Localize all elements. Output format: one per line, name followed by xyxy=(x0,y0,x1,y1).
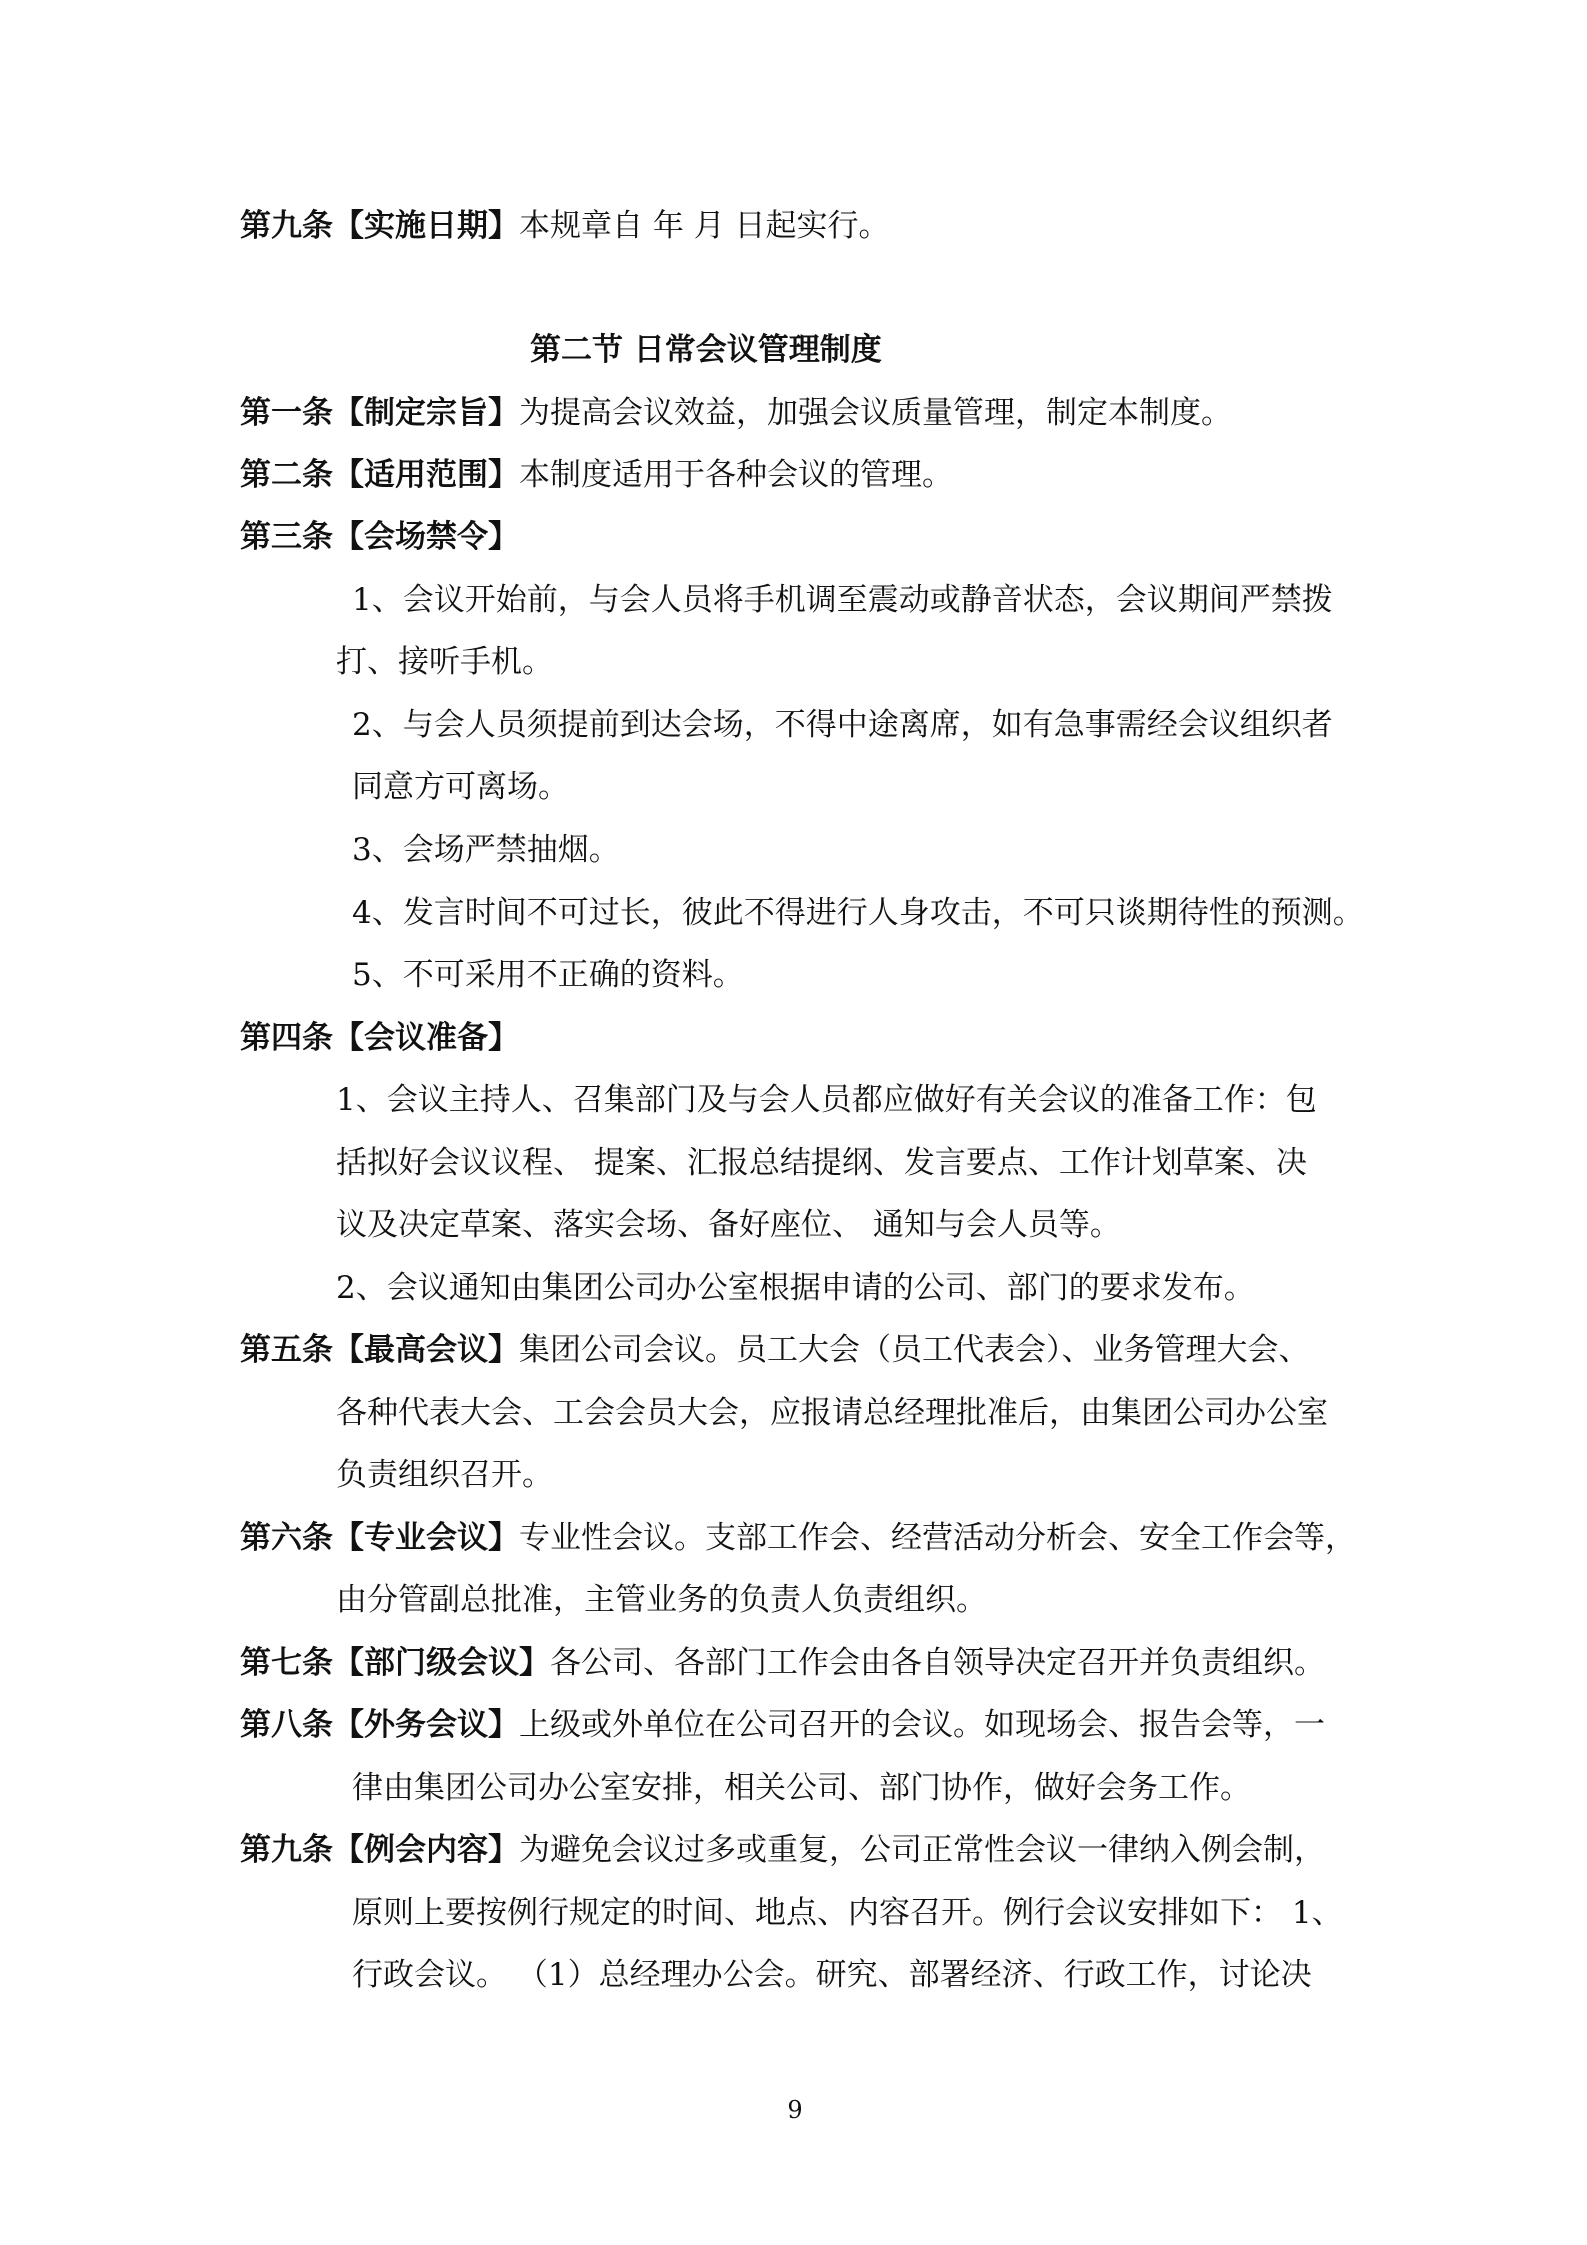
article-text: 各公司、各部门工作会由各自领导决定召开并负责组织。 xyxy=(550,1645,1325,1681)
article-6 xyxy=(240,1518,1356,1558)
article-title: 第二条【适用范围】 xyxy=(240,457,519,493)
article-4-title: 第四条【会议准备】 xyxy=(240,1020,519,1056)
article-8-line: 律由集团公司办公室安排，相关公司、部门协作，做好会务工作。 xyxy=(352,1770,1251,1806)
list-item: 2、会议通知由集团公司办公室根据申请的公司、部门的要求发布。 xyxy=(336,1270,1255,1306)
article-7 xyxy=(240,1643,1325,1683)
article-9-line: 原则上要按例行规定的时间、地点、内容召开。例行会议安排如下： 1、 xyxy=(352,1895,1343,1931)
article-5 xyxy=(240,1330,1310,1370)
article-1 xyxy=(240,393,1232,433)
article-5-line: 负责组织召开。 xyxy=(336,1457,553,1493)
article-text: 集团公司会议。员工大会（员工代表会）、业务管理大会、 xyxy=(519,1332,1310,1368)
list-item: 括拟好会议议程、 提案、汇报总结提纲、发言要点、工作计划草案、决 xyxy=(336,1145,1307,1181)
page-number: 9 xyxy=(787,2096,803,2124)
article-3-title: 第三条【会场禁令】 xyxy=(240,519,519,555)
list-item: 2、与会人员须提前到达会场，不得中途离席，如有急事需经会议组织者 xyxy=(352,707,1333,743)
list-item: 同意方可离场。 xyxy=(352,769,569,805)
article-9-regular-meetings xyxy=(240,1830,1325,1870)
article-text: 专业性会议。支部工作会、经营活动分析会、安全工作会等， xyxy=(519,1520,1356,1556)
article-title: 第七条【部门级会议】 xyxy=(240,1645,550,1681)
article-title: 第八条【外务会议】 xyxy=(240,1707,519,1743)
list-item: 打、接听手机。 xyxy=(336,644,553,680)
list-item: 议及决定草案、落实会场、备好座位、 通知与会人员等。 xyxy=(336,1207,1121,1243)
list-item: 4、发言时间不可过长，彼此不得进行人身攻击，不可只谈期待性的预测。 xyxy=(352,895,1364,931)
article-title: 第九条【例会内容】 xyxy=(240,1832,519,1868)
article-text: 为提高会议效益，加强会议质量管理，制定本制度。 xyxy=(519,395,1232,431)
list-item: 1、会议主持人、召集部门及与会人员都应做好有关会议的准备工作：包 xyxy=(336,1082,1317,1118)
article-9-line: 行政会议。 （1）总经理办公会。研究、部署经济、行政工作，讨论决 xyxy=(352,1957,1312,1993)
article-5-line: 各种代表大会、工会会员大会，应报请总经理批准后，由集团公司办公室 xyxy=(336,1395,1328,1431)
article-8 xyxy=(240,1705,1325,1745)
article-9-implementation xyxy=(240,206,890,246)
article-text: 为避免会议过多或重复，公司正常性会议一律纳入例会制， xyxy=(519,1832,1325,1868)
list-item: 5、不可采用不正确的资料。 xyxy=(352,957,744,993)
list-item: 1、会议开始前，与会人员将手机调至震动或静音状态，会议期间严禁拨 xyxy=(352,582,1333,618)
article-title: 第六条【专业会议】 xyxy=(240,1520,519,1556)
article-text: 本规章自 年 月 日起实行。 xyxy=(519,208,890,244)
article-title: 第一条【制定宗旨】 xyxy=(240,395,519,431)
article-title: 第九条【实施日期】 xyxy=(240,208,519,244)
article-2 xyxy=(240,455,953,495)
section-heading: 第二节 日常会议管理制度 xyxy=(530,332,882,368)
list-item: 3、会场严禁抽烟。 xyxy=(352,832,620,868)
article-text: 本制度适用于各种会议的管理。 xyxy=(519,457,953,493)
article-title: 第五条【最高会议】 xyxy=(240,1332,519,1368)
article-text: 上级或外单位在公司召开的会议。如现场会、报告会等，一 xyxy=(519,1707,1325,1743)
article-6-line: 由分管副总批准，主管业务的负责人负责组织。 xyxy=(336,1582,987,1618)
